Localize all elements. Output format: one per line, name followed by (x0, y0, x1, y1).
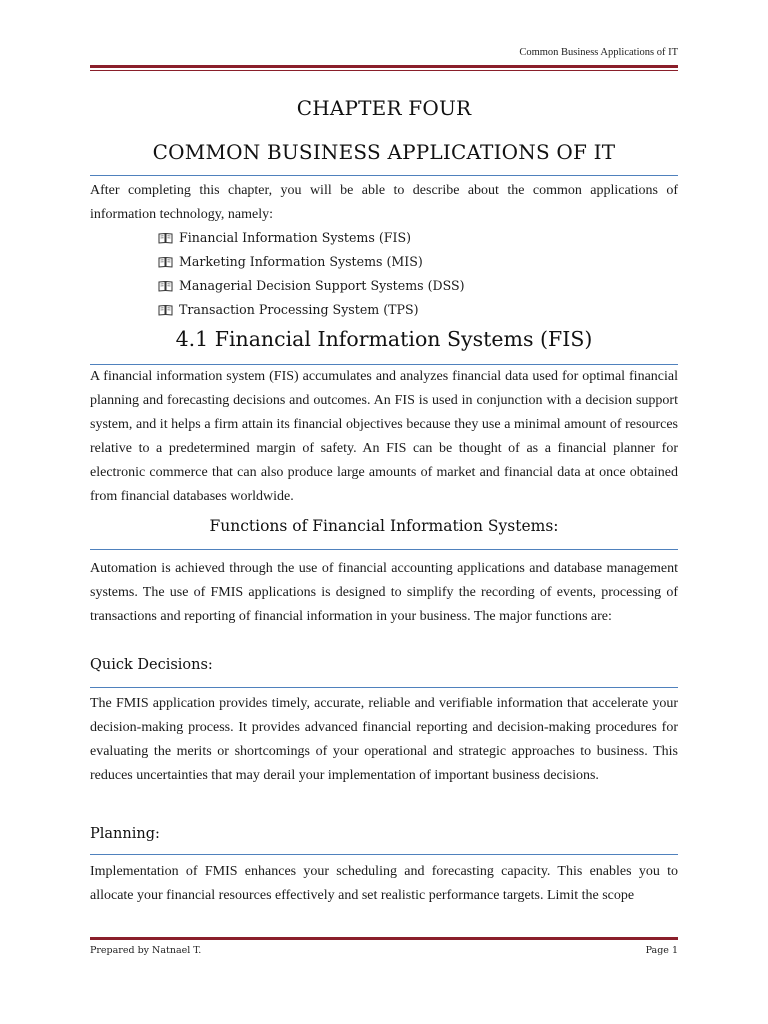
objectives-list (158, 226, 465, 322)
running-header: Common Business Applications of IT (519, 47, 678, 58)
planning-rule (90, 854, 678, 855)
list-item (158, 226, 465, 250)
functions-paragraph: Automation is achieved through the use of financial accounting applications and database management systems. The use of FMIS applications is designed to simplify the recording of events, processing of transactions and reporting of financial information in your business. The major functions are: (90, 561, 678, 624)
chapter-label: CHAPTER FOUR (296, 96, 472, 120)
header-rule-thin (90, 70, 678, 71)
list-item-label: Marketing Information Systems (MIS) (179, 254, 423, 269)
book-icon (158, 232, 173, 244)
intro-paragraph: After completing this chapter, you will be able to describe about the common applications of information technology, namely: (90, 183, 678, 222)
chapter-title-rule (90, 175, 678, 176)
list-item (158, 250, 465, 274)
header-rule (90, 65, 678, 68)
list-item-label: Managerial Decision Support Systems (DSS) (179, 278, 465, 293)
functions-heading-rule (90, 549, 678, 550)
list-item-label: Transaction Processing System (TPS) (179, 302, 419, 317)
quick-decisions-paragraph: The FMIS application provides timely, accurate, reliable and verifiable information that accelerate your decision-making process. It provides advanced financial reporting and decision-making procedures for evaluating the merits or shortcomings of your operational and strategic approaches to business. This reduces uncertainties that may derail your implementation of important business decisions. (90, 696, 678, 783)
functions-heading: Functions of Financial Information Systems: (209, 517, 559, 535)
quick-decisions-rule (90, 687, 678, 688)
book-icon (158, 256, 173, 268)
section-heading: 4.1 Financial Information Systems (FIS) (175, 327, 593, 351)
planning-paragraph: Implementation of FMIS enhances your scheduling and forecasting capacity. This enables you to allocate your financial resources effectively and set realistic performance targets. Limit the scope (90, 864, 678, 903)
footer-author: Prepared by Natnael T. (90, 945, 202, 956)
planning-heading: Planning: (90, 826, 160, 842)
chapter-title: COMMON BUSINESS APPLICATIONS OF IT (152, 140, 616, 164)
list-item (158, 274, 465, 298)
book-icon (158, 304, 173, 316)
book-icon (158, 280, 173, 292)
list-item-label: Financial Information Systems (FIS) (179, 230, 411, 245)
fis-paragraph: A financial information system (FIS) accumulates and analyzes financial data used for optimal financial planning and forecasting decisions and outcomes. An FIS is used in conjunction with a decision support system, and it helps a firm attain its financial objectives because they use a minimal amount of resources relative to a predetermined margin of safety. An FIS can be thought of as a financial planner for electronic commerce that can also produce large amounts of market and financial data at once obtained from financial databases worldwide. (90, 369, 678, 504)
page-number: Page 1 (645, 945, 678, 956)
quick-decisions-heading: Quick Decisions: (90, 657, 213, 673)
footer-rule (90, 937, 678, 940)
list-item (158, 298, 465, 322)
